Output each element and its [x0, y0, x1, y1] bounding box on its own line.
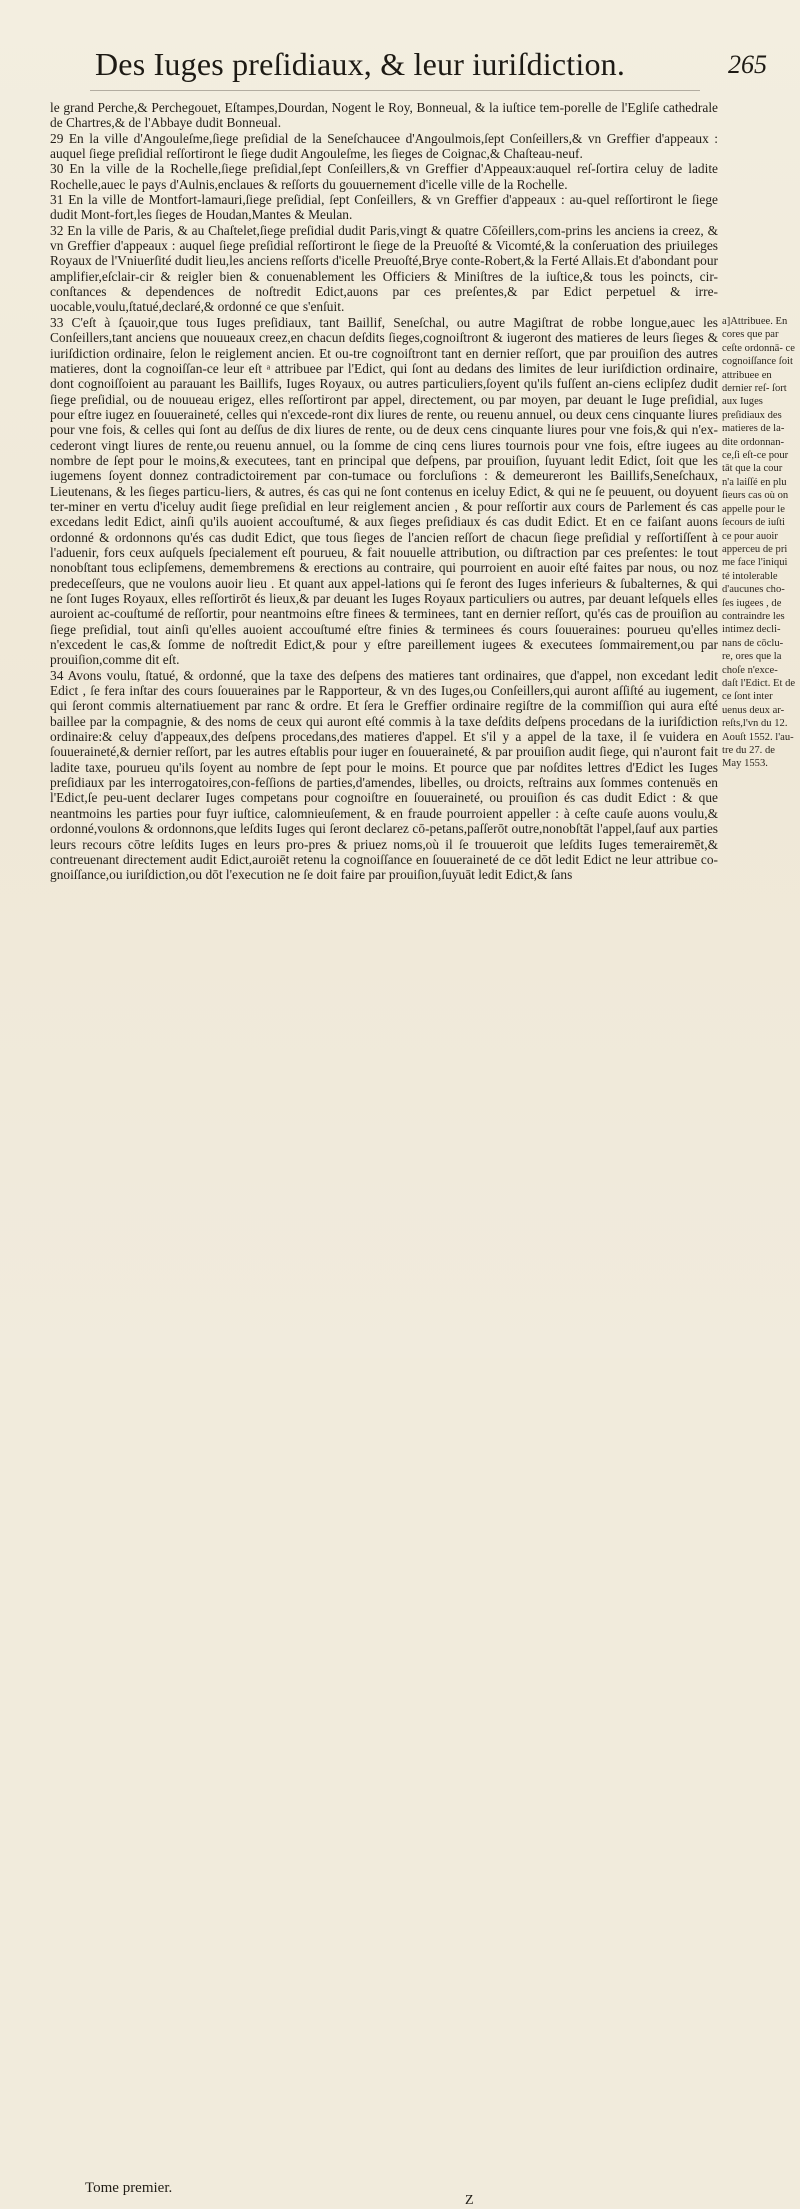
blank-lower-margin	[0, 1125, 800, 1358]
signature-mark: Z	[465, 2193, 474, 2208]
header-rule	[90, 90, 700, 91]
main-text-column	[50, 100, 718, 883]
paragraph-34: 34 Avons voulu, ſtatué, & ordonné, que la taxe des deſpens des matieres tant ordinaires, que d'appel, non excedant ledit Edict , ſe fera inſtar des cours ſouueraines par le Rapporteur, & vn des Iuges,ou Conſeillers,qui auront aſſiſté au iugement, qui ſeront commis alternatiuement par ranc & ordre. Et ſera le Greffier ordinaire regiſtre de la commiſſion qui aura eſté baillee par la compagnie, & des noms de ceux qui auront eſté commis à la taxe deſdits deſpens procedans de la iuriſdiction ordinaire:& celuy d'appeaux,des deſpens procedans,des matieres d'appel. Et s'il y a appel de la taxe, il ſe vuidera en ſouueraineté,& dernier reſſort, par les autres eſtablis pour iuger en ſouueraineté, & par prouiſion audit ſiege, qui n'auront fait ladite taxe, pourueu qu'ils ſoyent au nombre de ſept pour le moins. Et pource que par noſdites lettres d'Edict les Iuges preſidiaux par les interrogatoires,con-feſſions de parties,d'amendes, libelles, ou droicts, reſtrains aux ſommes contenuës en l'Edict,ſe peu-uent declarer Iuges competans pour cognoiſtre en ſouueraineté, ou prouiſion és cas dudit Edict : & que neantmoins les parties pour fuyr iuſtice, calomnieuſement, & en fraude pourroient appeller : à ceſte cauſe auons voulu,& ordonné,voulons & ordonnons,que leſdits Iuges qui ſeront declarez cō-petans,paſſerōt outre,nonobſtāt l'appel,ſauf aux parties leurs recours cōtre leſdits Iuges en leurs pro-pres & priuez noms,où il ſe trouueroit que leſdits Iuges temerairemēt,& contreuenant directement audit Edict,auroiēt retenu la cognoiſſance en ſouueraineté de ce dōt ledit Edict ne leur attribue co-gnoiſſance,ou iuriſdiction,ou dōt l'execution ne ſe doit faire par prouiſion,ſuyuāt ledit Edict,& ſans	[50, 667, 718, 883]
paragraph-33: 33 C'eſt à ſçauoir,que tous Iuges preſidiaux, tant Baillif, Seneſchal, ou autre Magiſtrat de robbe longue,auec les Conſeillers,tant anciens que nouueaux creez,en chacun deſdits ſieges,cognoiſtront & iugeront des matieres de leurs ſieges & iuriſdiction ordinaire, ſelon le reiglement ancien. Et ou-tre cognoiſtront tant en dernier reſſort, que par prouiſion des autres matieres, dont la cognoiſſan-ce leur eſt ᵃ attribuee par l'Edict, qui ſont au dedans des limites de leur iuriſdiction ordinaire, dont cognoiſſoient au parauant les Baillifs, Iuges Royaux, ou autres particuliers,ſoyent qu'ils fuſſent an-ciens eclipſez dudit ſiege preſidial, ou de nouueau erigez, elles reſſortiront par appel, directement, ou par moyen, par deuant le Iuge preſidial, pour eſtre iugez en ſouueraineté, celles qui n'excede-ront dix liures de rente, ou reuenu annuel, ou deux cens cinquante liures pour vne fois, & celles qui ſont au deſſus de dix liures de rente, ou de deux cens cinquante liures pour vne fois,& qui n'ex-cederont vingt liures de rente,ou reuenu annuel, ou la ſomme de cinq cens liures tournois pour vne fois, eſtre iugees au nombre de ſept pour le moins,& executees, tant en principal que deſpens, par prouiſion, ſuyuant ledit Edict, ſoit que les iugemens ſoyent donnez contradictoirement par con-tumace ou forcluſions : & demeureront les Baillifs,Seneſchaux, Lieutenans, & les ſieges particu-liers, & autres, és cas qui ne ſont contenus en iceluy Edict, & qui ne ſe peuuent, ou doyuent ter-miner en vertu d'iceluy audit ſiege preſidial en leur reiglement ancien , & pour reſſortir aux cours de Parlement és cas excedans ledit Edict, ainſi qu'ils auoient accouſtumé, & aux ſieges preſidiaux és cas dudit Edict. Et en ce faiſant auons ordonné & ordonnons qu'és cas dudit Edict, que tous ſieges de l'ancien reſſort de chacun ſiege preſidial y reſſortiſſent à l'aduenir, fors ceux auſquels ſpecialement eſt pourueu, & fait nouuelle attribution, ou diſtraction par ces preſentes: le tout nonobſtant tous eclipſemens, demembremens & erections au contraire, qui pourroient en auoir eſté faites par nous, ou noz predeceſſeurs, que ne voulons auoir lieu . Et quant aux appel-lations qui ſe feront des Iuges inferieurs & ſubalternes, & qui ne ſont Iuges Royaux, elles reſſortirōt és lieux,& par deuant les Iuges Royaux particuliers ou autres, par deuant leſquels elles auroient ac-couſtumé de reſſortir, pour neantmoins eſtre finees & terminees, tant en dernier reſſort, qu'és cas de prouiſion au ſiege preſidial, tout ainſi qu'elles auoient accouſtumé eſtre finies & terminees és cours ſouueraines: pourueu qu'elles n'excedent le cas,& ſomme de noſtredit Edict,& pour y eſtre pareillement iugees & executees ſommairement,ou par prouiſion,comme dit eſt.	[50, 314, 718, 668]
running-title: Des Iuges preſidiaux, & leur iuriſdiction.	[95, 46, 626, 82]
paragraph-continuation: le grand Perche,& Perchegouet, Eſtampes,Dourdan, Nogent le Roy, Bonneual, & la iuſtice tem-porelle de l'Egliſe cathedrale de Chartres,& de l'Abbaye dudit Bonneual.	[50, 100, 718, 131]
paragraph-29: 29 En la ville d'Angouleſme,ſiege preſidial de la Seneſchaucee d'Angoulmois,ſept Conſeillers,& vn Greffier d'appeaux : auquel ſiege preſidial reſſortiront le ſiege dudit Angouleſme, les ſieges de Coignac,& Chaſteau-neuf.	[50, 130, 718, 162]
paragraph-30: 30 En la ville de la Rochelle,ſiege preſidial,ſept Conſeillers,& vn Greffier d'Appeaux:auquel reſ-ſortira celuy de ladite Rochelle,auec le pays d'Aulnis,enclaues & reſſorts du gouuernement d'icelle ville de la Rochelle.	[50, 161, 718, 192]
page-footer	[0, 1088, 800, 2208]
page-header	[0, 0, 800, 95]
paragraph-32: 32 En la ville de Paris, & au Chaſtelet,ſiege preſidial dudit Paris,vingt & quatre Cōſeillers,com-prins les anciens ia creez, & vn Greffier d'appeaux : auquel ſiege preſidial reſſortiront le ſiege de la Preuoſté & Vicomté,& la conſeruation des priuileges Royaux de l'Vniuerſité dudit lieu,les anciens reſſorts d'icelle Preuoſté,Brye conte-Robert,& la Ferté Allais.Et d'abondant pour amplifier,eſclair-cir & reigler bien & conuenablement les Officiers & Miniſtres de la iuſtice,& tous les poincts, cir-conſtances & dependences de noſtredit Edict,auons par ces preſentes,& par Edict perpetuel & irre-uocable,voulu,ſtatué,declaré,& ordonné ce que s'enſuit.	[50, 222, 718, 315]
page-number: 265	[728, 50, 767, 79]
marginal-note: a]Attribuee. En cores que par ceſte ordonnā- ce cognoiſſance ſoit attribuee en dernier reſ- ſort aux Iuges preſidiaux des matieres de la- dite ordonnan- ce,ſi eſt-ce pour tāt que la cour n'a laiſſé en plu ſieurs cas où on appelle pour le ſecours de iuſti ce pour auoir apperceu de pri me face l'iniqui té intolerable d'aucunes cho- ſes iugees , de contraindre les intimez decli- nans de cōclu- re, ores que la choſe n'exce- daſt l'Edict. Et de ce ſont inter uenus deux ar- reſts,l'vn du 12. Aouſt 1552. l'au- tre du 27. de May 1553.	[722, 316, 796, 770]
footer-catchword: Tome premier.	[85, 2180, 173, 2196]
paragraph-31: 31 En la ville de Montfort-lamauri,ſiege preſidial, ſept Conſeillers, & vn Greffier d'appeaux : au-quel reſſortiront le ſiege dudit Mont-fort,les ſieges de Houdan,Mantes & Meulan.	[50, 192, 718, 223]
